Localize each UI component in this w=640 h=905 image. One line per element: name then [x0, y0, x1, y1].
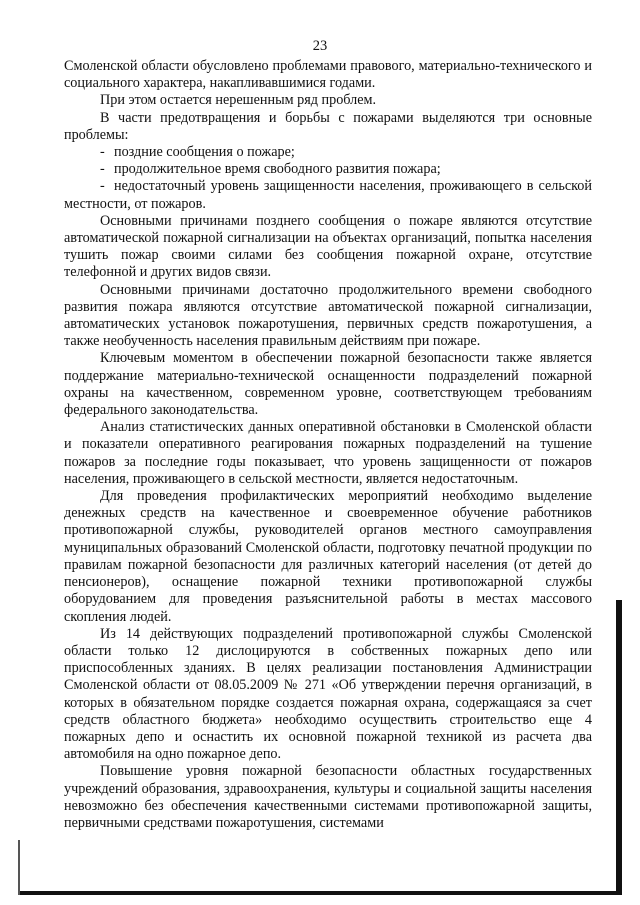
page-number: 23: [312, 38, 328, 54]
paragraph-fire-depots: Из 14 действующих подразделений противопожарной службы Смоленской области только 12 дислоцируются в собственных пожарных депо или приспособленных зданиях. В целях реализации постановления Администрации Смоленской области от 08.05.2009 № 271 «Об утверждении перечня организаций, в которых в обязательном порядке создается пожарная охрана, содержащаяся за счет средств областного бюджета» необходимо осуществить строительство еще 4 пожарных депо и оснастить их основной пожарной техникой из расчета два автомобиля на одно пожарное депо.: [64, 625, 592, 763]
scan-border-bottom: [18, 891, 622, 895]
list-item: [64, 144, 592, 161]
paragraph-institutions-safety: Повышение уровня пожарной безопасности областных государственных учреждений образования, здравоохранения, культуры и социальной защиты населения невозможно без обеспечения качественными системами противопожарной защиты, первичными средствами пожаротушения, системами: [64, 763, 592, 831]
document-body: [64, 58, 592, 832]
list-dash: -: [100, 161, 105, 178]
list-item-text: продолжительное время свободного развития пожара;: [114, 161, 441, 178]
scan-border-right: [616, 600, 622, 894]
paragraph-free-development-causes: Основными причинами достаточно продолжительного времени свободного развития пожара являются отсутствие автоматической пожарной сигнализации, автоматических установок пожаротушения, первичных средств пожаротушения, а также необученность населения правильным действиям при пожаре.: [64, 281, 592, 350]
paragraph-unresolved-problems: При этом остается нерешенным ряд проблем.: [100, 92, 377, 109]
list-item: [64, 178, 592, 212]
list-item: [64, 161, 592, 178]
problems-list: [64, 144, 592, 213]
list-dash: -: [100, 144, 105, 161]
paragraph-three-problems: В части предотвращения и борьбы с пожарами выделяются три основные проблемы:: [64, 109, 592, 143]
list-dash: -: [100, 178, 105, 195]
list-item-text: поздние сообщения о пожаре;: [114, 144, 295, 161]
scan-border-left: [18, 840, 20, 895]
paragraph-late-report-causes: Основными причинами позднего сообщения о пожаре являются отсутствие автоматической пожарной сигнализации на объектах организаций, попытка населения тушить пожар своими силами без сообщения пожарной охране, отсутствие телефонной и других видов связи.: [64, 212, 592, 281]
paragraph-statistics-analysis: Анализ статистических данных оперативной обстановки в Смоленской области и показатели оперативного реагирования пожарных подразделений на тушение пожаров за последние годы показывает, что уровень защищенности от пожаров населения, проживающего в сельской местности, является недостаточным.: [64, 419, 592, 487]
paragraph-prevention-funding: Для проведения профилактических мероприятий необходимо выделение денежных средств на качественное и своевременное обучение работников противопожарной службы, руководителей органов местного самоуправления муниципальных образований Смоленской области, подготовку печатной продукции по правилам пожарной безопасности для различных категорий населения (от детей до пенсионеров), оснащение пожарной техники противопожарной службы оборудованием для проведения разъяснительной работы в местах массового скопления людей.: [64, 488, 592, 625]
paragraph-continuation: Смоленской области обусловлено проблемами правового, материально-технического и социального характера, накапливавшимися годами.: [64, 58, 592, 92]
paragraph-key-moment: Ключевым моментом в обеспечении пожарной безопасности также является поддержание материально-технической оснащенности подразделений пожарной охраны на качественном, современном уровне, соответствующем требованиям федерального законодательства.: [64, 350, 592, 419]
list-item-text: недостаточный уровень защищенности населения, проживающего в сельской местности, от пожаров.: [64, 178, 592, 212]
